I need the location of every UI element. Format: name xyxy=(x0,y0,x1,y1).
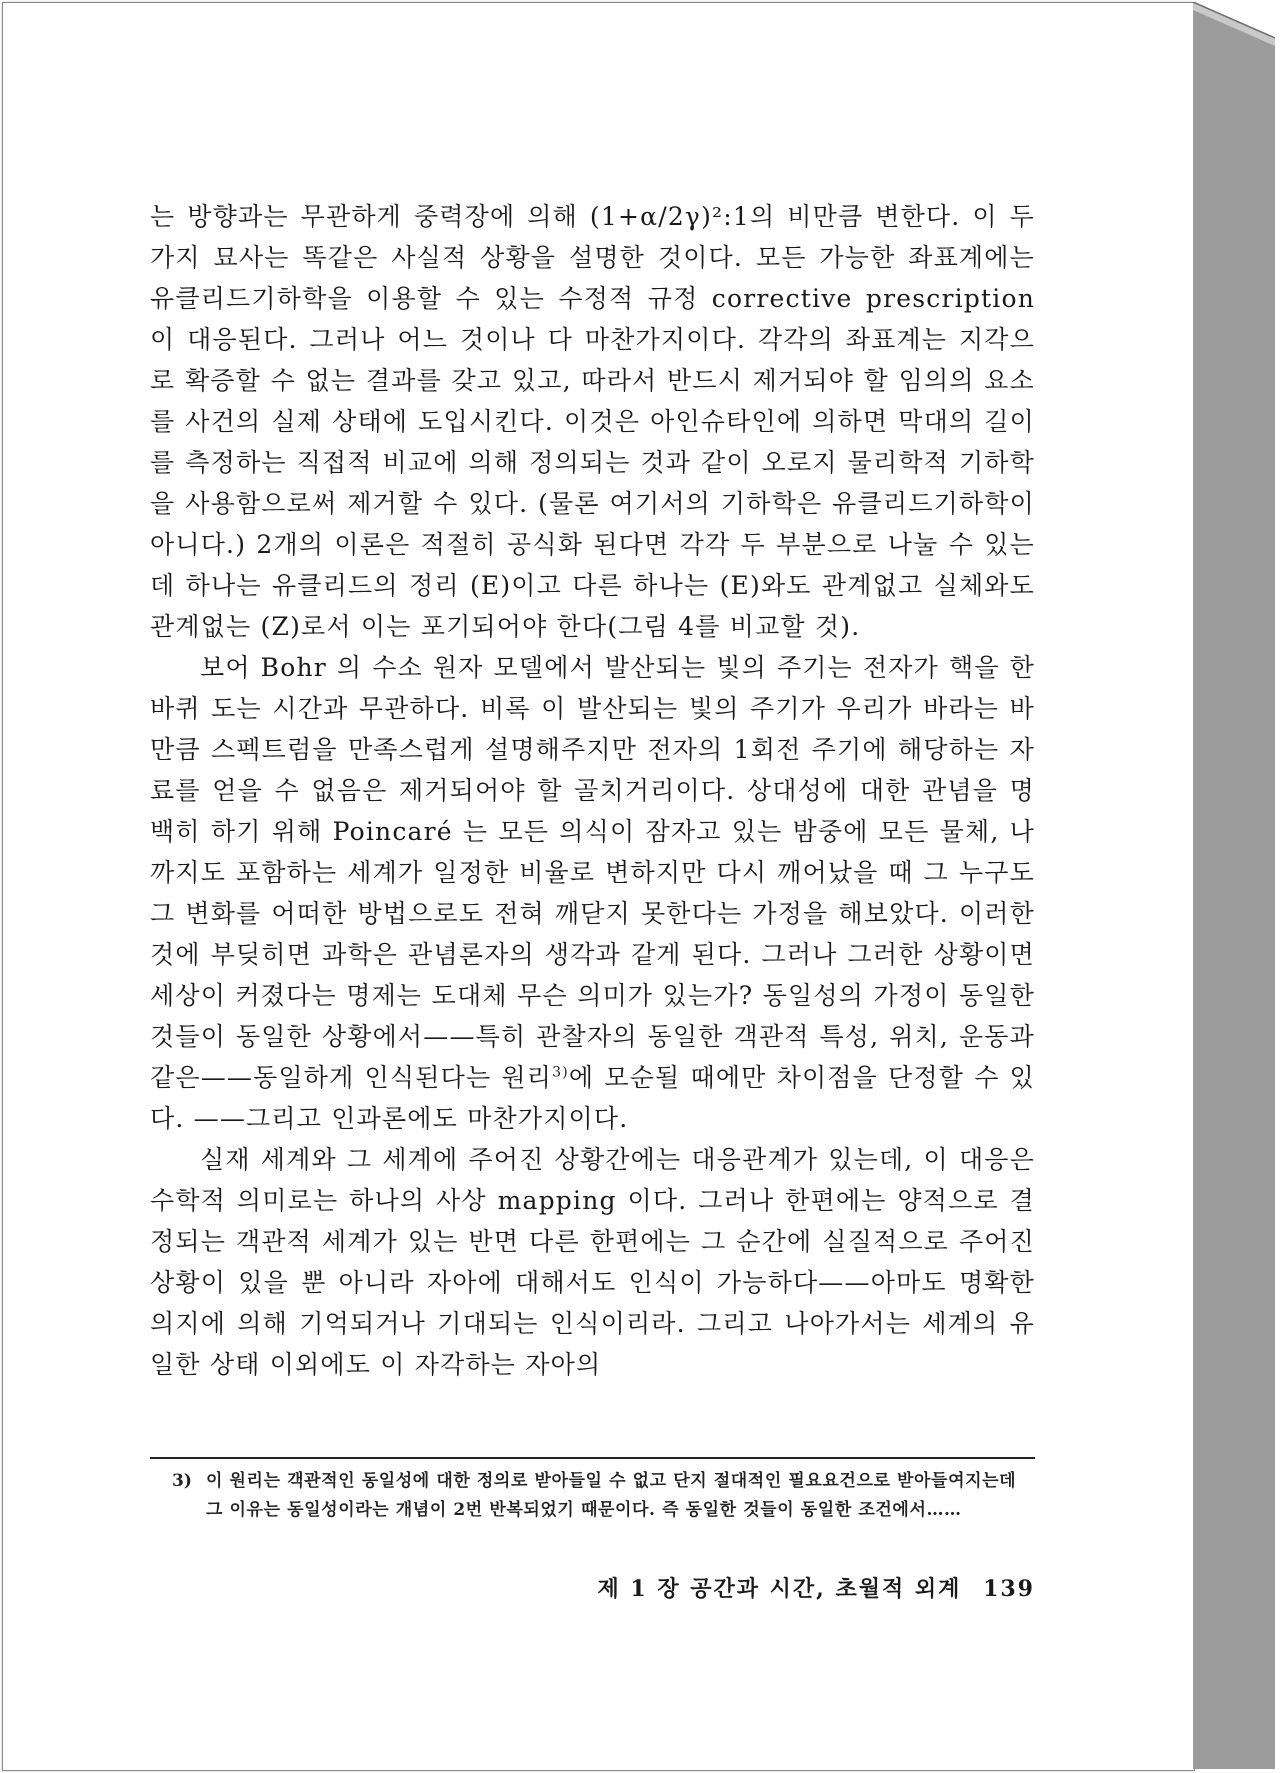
running-footer xyxy=(150,1572,1035,1603)
paragraph-1: 는 방향과는 무관하게 중력장에 의해 (1+α/2γ)²:1의 비만큼 변한다. 이 두 가지 묘사는 똑같은 사실적 상황을 설명한 것이다. 모든 가능한 좌표계에는 유클리드기하학을 이용할 수 있는 수정적 규정 corrective prescription 이 대응된다. 그러나 어느 것이나 다 마찬가지이다. 각각의 좌표계는 지각으로 확증할 수 없는 결과를 갖고 있고, 따라서 반드시 제거되야 할 임의의 요소를 사건의 실제 상태에 도입시킨다. 이것은 아인슈타인에 의하면 막대의 길이를 측정하는 직접적 비교에 의해 정의되는 것과 같이 오로지 물리학적 기하학을 사용함으로써 제거할 수 있다. (물론 여기서의 기하학은 유클리드기하학이 아니다.) 2개의 이론은 적절히 공식화 된다면 각각 두 부분으로 나눌 수 있는데 하나는 유클리드의 정리 (E)이고 다른 하나는 (E)와도 관계없고 실체와도 관계없는 (Z)로서 이는 포기되어야 한다(그림 4를 비교할 것). xyxy=(150,202,1035,641)
paragraph-3: 실재 세계와 그 세계에 주어진 상황간에는 대응관계가 있는데, 이 대응은 수학적 의미로는 하나의 사상 mapping 이다. 그러나 한편에는 양적으로 결정되는 객관적 세계가 있는 반면 다른 한편에는 그 순간에 실질적으로 주어진 상황이 있을 뿐 아니라 자아에 대해서도 인식이 가능하다——아마도 명확한 의지에 의해 기억되거나 기대되는 인식이리라. 그리고 나아가서는 세계의 유일한 상태 이외에도 이 자각하는 자아의 xyxy=(150,1145,1035,1379)
footnote xyxy=(150,1467,1035,1525)
paragraph-2-text: 보어 Bohr 의 수소 원자 모델에서 발산되는 빛의 주기는 전자가 핵을 한바퀴 도는 시간과 무관하다. 비록 이 발산되는 빛의 주기가 우리가 바라는 바만큼 스펙트럼을 만족스럽게 설명해주지만 전자의 1회전 주기에 해당하는 자료를 얻을 수 없음은 제거되어야 할 골치거리이다. 상대성에 대한 관념을 명백히 하기 위해 Poincaré 는 모든 의식이 잠자고 있는 밤중에 모든 물체, 나까지도 포함하는 세계가 일정한 비율로 변하지만 다시 깨어났을 때 그 누구도 그 변화를 어떠한 방법으로도 전혀 깨닫지 못한다는 가정을 해보았다. 이러한 것에 부딪히면 과학은 관념론자의 생각과 같게 된다. 그러나 그러한 상황이면 세상이 커졌다는 명제는 도대체 무슨 의미가 있는가? 동일성의 가정이 동일한 것들이 동일한 상황에서——특히 관찰자의 동일한 객관적 특성, 위치, 운동과 같은——동일하게 인식된다는 원리 xyxy=(150,653,1035,1092)
footnote-divider xyxy=(150,1457,1035,1459)
body-text xyxy=(150,196,1035,1385)
page-edge-3d xyxy=(1193,2,1275,1769)
footnote-ref: 3) xyxy=(552,1064,569,1081)
page-number: 139 xyxy=(983,1576,1035,1602)
paragraph-2-text-cont: 에 모순될 때에만 차이점을 단정할 수 있다. ——그리고 인과론에도 마찬가지이다. xyxy=(150,1063,1036,1133)
paragraph-2 xyxy=(150,647,1035,1139)
chapter-title: 제 1 장 공간과 시간, 초월적 외계 xyxy=(597,1576,962,1602)
footnote-number: 3) xyxy=(172,1471,192,1491)
footnote-text: 이 원리는 객관적인 동일성에 대한 정의로 받아들일 수 없고 단지 절대적인 필요요건으로 받아들여지는데 그 이유는 동일성이라는 개념이 2번 반복되었기 때문이다. 즉 동일한 것들이 동일한 조건에서…… xyxy=(206,1471,1017,1520)
